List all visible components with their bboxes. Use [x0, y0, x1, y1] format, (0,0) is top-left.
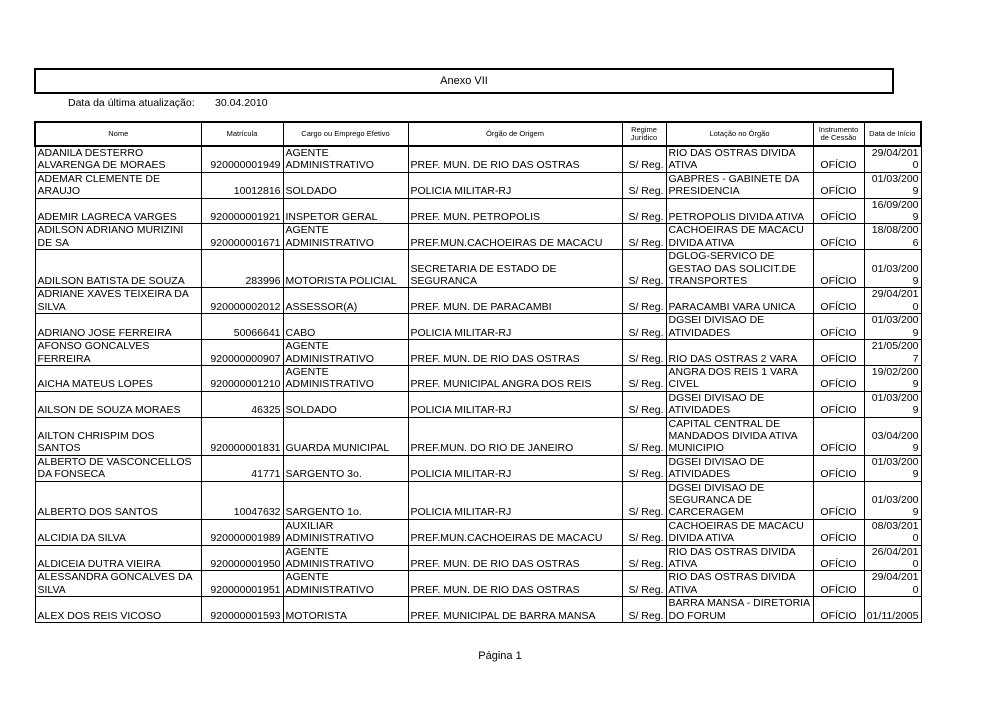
cell-nome: AFONSO GONCALVES FERREIRA: [35, 340, 201, 366]
header-lotacao: Lotação no Órgão: [666, 122, 813, 146]
cell-cargo: MOTORISTA POLICIAL: [283, 250, 408, 288]
cell-data: 01/03/2009: [864, 391, 921, 417]
cell-matricula: 920000001989: [201, 519, 283, 545]
table-row: [35, 417, 921, 455]
page-number: Página 1: [478, 650, 522, 662]
last-update-label: Data da última atualização:: [68, 97, 195, 109]
cell-orgao: POLICIA MILITAR-RJ: [408, 455, 622, 481]
table-row: [35, 481, 921, 519]
cell-regime: S/ Reg.: [622, 198, 666, 224]
cell-orgao: PREF. MUN. DE RIO DAS OSTRAS: [408, 340, 622, 366]
cell-data: 29/04/2010: [864, 571, 921, 597]
table-body: [35, 146, 921, 623]
cell-instrumento: OFÍCIO: [813, 340, 864, 366]
cell-matricula: 920000001671: [201, 224, 283, 250]
cell-lotacao: CAPITAL CENTRAL DE MANDADOS DIVIDA ATIVA MUNICIPIO: [666, 417, 813, 455]
cell-nome: ADRIANE XAVES TEIXEIRA DA SILVA: [35, 288, 201, 314]
cell-matricula: 10047632: [201, 481, 283, 519]
annex-title-box: [34, 68, 894, 94]
table-row: [35, 455, 921, 481]
cell-regime: S/ Reg.: [622, 224, 666, 250]
table-header-row: [35, 122, 921, 146]
cell-orgao: POLICIA MILITAR-RJ: [408, 391, 622, 417]
table-row: [35, 571, 921, 597]
cell-nome: ADILSON BATISTA DE SOUZA: [35, 250, 201, 288]
table-row: [35, 146, 921, 172]
cell-data: 19/02/2009: [864, 365, 921, 391]
cell-cargo: AGENTE ADMINISTRATIVO: [283, 224, 408, 250]
cell-nome: ADRIANO JOSE FERREIRA: [35, 314, 201, 340]
cell-nome: ADANILA DESTERRO ALVARENGA DE MORAES: [35, 146, 201, 172]
cell-data: 29/04/2010: [864, 288, 921, 314]
cell-orgao: PREF.MUN.CACHOEIRAS DE MACACU: [408, 224, 622, 250]
table-row: [35, 250, 921, 288]
cell-matricula: 920000001210: [201, 365, 283, 391]
cell-data: 01/03/2009: [864, 250, 921, 288]
cell-matricula: 46325: [201, 391, 283, 417]
cell-lotacao: PARACAMBI VARA UNICA: [666, 288, 813, 314]
cell-orgao: PREF. MUNICIPAL ANGRA DOS REIS: [408, 365, 622, 391]
table-row: [35, 545, 921, 571]
cell-instrumento: OFÍCIO: [813, 571, 864, 597]
cell-regime: S/ Reg.: [622, 146, 666, 172]
cell-cargo: AGENTE ADMINISTRATIVO: [283, 365, 408, 391]
cell-regime: S/ Reg.: [622, 340, 666, 366]
table-row: [35, 198, 921, 224]
cell-cargo: AGENTE ADMINISTRATIVO: [283, 571, 408, 597]
cell-nome: ALEX DOS REIS VICOSO: [35, 597, 201, 623]
cell-matricula: 920000001831: [201, 417, 283, 455]
cell-matricula: 920000001949: [201, 146, 283, 172]
cell-lotacao: PETROPOLIS DIVIDA ATIVA: [666, 198, 813, 224]
cell-orgao: PREF. MUN. DE RIO DAS OSTRAS: [408, 545, 622, 571]
cell-data: 16/09/2009: [864, 198, 921, 224]
cell-instrumento: OFÍCIO: [813, 146, 864, 172]
table-row: [35, 288, 921, 314]
cell-lotacao: DGSEI DIVISAO DE ATIVIDADES: [666, 455, 813, 481]
header-matricula: Matrícula: [201, 122, 283, 146]
header-data: Data de Início: [864, 122, 921, 146]
cell-data: 01/03/2009: [864, 172, 921, 198]
cell-instrumento: OFÍCIO: [813, 545, 864, 571]
cell-instrumento: OFÍCIO: [813, 597, 864, 623]
cell-lotacao: DGSEI DIVISAO DE ATIVIDADES: [666, 314, 813, 340]
cell-matricula: 10012816: [201, 172, 283, 198]
cell-data: 29/04/2010: [864, 146, 921, 172]
cell-data: 01/11/2005: [864, 597, 921, 623]
cell-cargo: SOLDADO: [283, 172, 408, 198]
table-row: [35, 365, 921, 391]
cell-instrumento: OFÍCIO: [813, 250, 864, 288]
header-nome: Nome: [35, 122, 201, 146]
cell-data: 21/05/2007: [864, 340, 921, 366]
cell-lotacao: RIO DAS OSTRAS DIVIDA ATIVA: [666, 545, 813, 571]
cell-nome: AILSON DE SOUZA MORAES: [35, 391, 201, 417]
cell-cargo: MOTORISTA: [283, 597, 408, 623]
cell-regime: S/ Reg.: [622, 391, 666, 417]
cell-regime: S/ Reg.: [622, 250, 666, 288]
cell-cargo: AGENTE ADMINISTRATIVO: [283, 340, 408, 366]
table-row: [35, 597, 921, 623]
cell-matricula: 50066641: [201, 314, 283, 340]
cell-nome: ADILSON ADRIANO MURIZINI DE SA: [35, 224, 201, 250]
cell-cargo: SARGENTO 3o.: [283, 455, 408, 481]
cell-orgao: POLICIA MILITAR-RJ: [408, 314, 622, 340]
cell-data: 01/03/2009: [864, 455, 921, 481]
cell-regime: S/ Reg.: [622, 597, 666, 623]
table-row: [35, 314, 921, 340]
table-row: [35, 172, 921, 198]
cell-lotacao: CACHOEIRAS DE MACACU DIVIDA ATIVA: [666, 224, 813, 250]
cell-lotacao: RIO DAS OSTRAS DIVIDA ATIVA: [666, 571, 813, 597]
cell-regime: S/ Reg.: [622, 314, 666, 340]
header-regime: Regime Jurídico: [622, 122, 666, 146]
cell-cargo: INSPETOR GERAL: [283, 198, 408, 224]
cell-cargo: ASSESSOR(A): [283, 288, 408, 314]
cell-nome: ADEMIR LAGRECA VARGES: [35, 198, 201, 224]
cell-cargo: GUARDA MUNICIPAL: [283, 417, 408, 455]
cell-data: 01/03/2009: [864, 481, 921, 519]
cell-regime: S/ Reg.: [622, 172, 666, 198]
cell-instrumento: OFÍCIO: [813, 224, 864, 250]
cell-instrumento: OFÍCIO: [813, 172, 864, 198]
cell-orgao: PREF.MUN. DO RIO DE JANEIRO: [408, 417, 622, 455]
cell-nome: ALBERTO DE VASCONCELLOS DA FONSECA: [35, 455, 201, 481]
header-instrumento: Instrumento de Cessão: [813, 122, 864, 146]
cell-regime: S/ Reg.: [622, 519, 666, 545]
cell-instrumento: OFÍCIO: [813, 519, 864, 545]
cell-nome: ALCIDIA DA SILVA: [35, 519, 201, 545]
cell-instrumento: OFÍCIO: [813, 391, 864, 417]
cell-cargo: AUXILIAR ADMINISTRATIVO: [283, 519, 408, 545]
cell-orgao: POLICIA MILITAR-RJ: [408, 172, 622, 198]
personnel-table: [34, 121, 922, 623]
cell-matricula: 41771: [201, 455, 283, 481]
cell-lotacao: RIO DAS OSTRAS 2 VARA: [666, 340, 813, 366]
cell-cargo: SARGENTO 1o.: [283, 481, 408, 519]
cell-matricula: 920000001593: [201, 597, 283, 623]
cell-lotacao: BARRA MANSA - DIRETORIA DO FORUM: [666, 597, 813, 623]
cell-cargo: AGENTE ADMINISTRATIVO: [283, 146, 408, 172]
cell-instrumento: OFÍCIO: [813, 314, 864, 340]
annex-title: Anexo VII: [440, 75, 488, 87]
cell-matricula: 920000001950: [201, 545, 283, 571]
cell-lotacao: CACHOEIRAS DE MACACU DIVIDA ATIVA: [666, 519, 813, 545]
cell-matricula: 920000002012: [201, 288, 283, 314]
cell-lotacao: DGSEI DIVISAO DE SEGURANCA DE CARCERAGEM: [666, 481, 813, 519]
last-update-value: 30.04.2010: [215, 97, 268, 109]
cell-orgao: POLICIA MILITAR-RJ: [408, 481, 622, 519]
cell-orgao: PREF.MUN.CACHOEIRAS DE MACACU: [408, 519, 622, 545]
cell-regime: S/ Reg.: [622, 481, 666, 519]
cell-lotacao: RIO DAS OSTRAS DIVIDA ATIVA: [666, 146, 813, 172]
cell-orgao: PREF. MUN. DE RIO DAS OSTRAS: [408, 571, 622, 597]
cell-cargo: SOLDADO: [283, 391, 408, 417]
cell-matricula: 283996: [201, 250, 283, 288]
cell-lotacao: DGSEI DIVISAO DE ATIVIDADES: [666, 391, 813, 417]
table-row: [35, 519, 921, 545]
cell-nome: ADEMAR CLEMENTE DE ARAUJO: [35, 172, 201, 198]
cell-orgao: PREF. MUN. PETROPOLIS: [408, 198, 622, 224]
cell-orgao: PREF. MUN. DE PARACAMBI: [408, 288, 622, 314]
table-row: [35, 391, 921, 417]
cell-cargo: AGENTE ADMINISTRATIVO: [283, 545, 408, 571]
cell-orgao: SECRETARIA DE ESTADO DE SEGURANCA: [408, 250, 622, 288]
cell-regime: S/ Reg.: [622, 571, 666, 597]
cell-regime: S/ Reg.: [622, 288, 666, 314]
cell-data: 03/04/2009: [864, 417, 921, 455]
cell-instrumento: OFÍCIO: [813, 455, 864, 481]
cell-data: 01/03/2009: [864, 314, 921, 340]
cell-instrumento: OFÍCIO: [813, 417, 864, 455]
cell-instrumento: OFÍCIO: [813, 288, 864, 314]
table-row: [35, 340, 921, 366]
cell-regime: S/ Reg.: [622, 545, 666, 571]
cell-orgao: PREF. MUNICIPAL DE BARRA MANSA: [408, 597, 622, 623]
cell-lotacao: DGLOG-SERVICO DE GESTAO DAS SOLICIT.DE TRANSPORTES: [666, 250, 813, 288]
header-orgao: Órgão de Origem: [408, 122, 622, 146]
cell-data: 08/03/2010: [864, 519, 921, 545]
cell-nome: AILTON CHRISPIM DOS SANTOS: [35, 417, 201, 455]
cell-nome: ALDICEIA DUTRA VIEIRA: [35, 545, 201, 571]
cell-data: 26/04/2010: [864, 545, 921, 571]
cell-regime: S/ Reg.: [622, 365, 666, 391]
header-cargo: Cargo ou Emprego Efetivo: [283, 122, 408, 146]
cell-regime: S/ Reg.: [622, 455, 666, 481]
cell-matricula: 920000001951: [201, 571, 283, 597]
cell-lotacao: GABPRES - GABINETE DA PRESIDENCIA: [666, 172, 813, 198]
cell-cargo: CABO: [283, 314, 408, 340]
cell-lotacao: ANGRA DOS REIS 1 VARA CIVEL: [666, 365, 813, 391]
cell-nome: AICHA MATEUS LOPES: [35, 365, 201, 391]
cell-data: 18/08/2006: [864, 224, 921, 250]
cell-regime: S/ Reg.: [622, 417, 666, 455]
table-row: [35, 224, 921, 250]
cell-instrumento: OFÍCIO: [813, 481, 864, 519]
cell-instrumento: OFÍCIO: [813, 198, 864, 224]
cell-matricula: 920000000907: [201, 340, 283, 366]
cell-orgao: PREF. MUN. DE RIO DAS OSTRAS: [408, 146, 622, 172]
cell-nome: ALBERTO DOS SANTOS: [35, 481, 201, 519]
cell-instrumento: OFÍCIO: [813, 365, 864, 391]
cell-matricula: 920000001921: [201, 198, 283, 224]
cell-nome: ALESSANDRA GONCALVES DA SILVA: [35, 571, 201, 597]
